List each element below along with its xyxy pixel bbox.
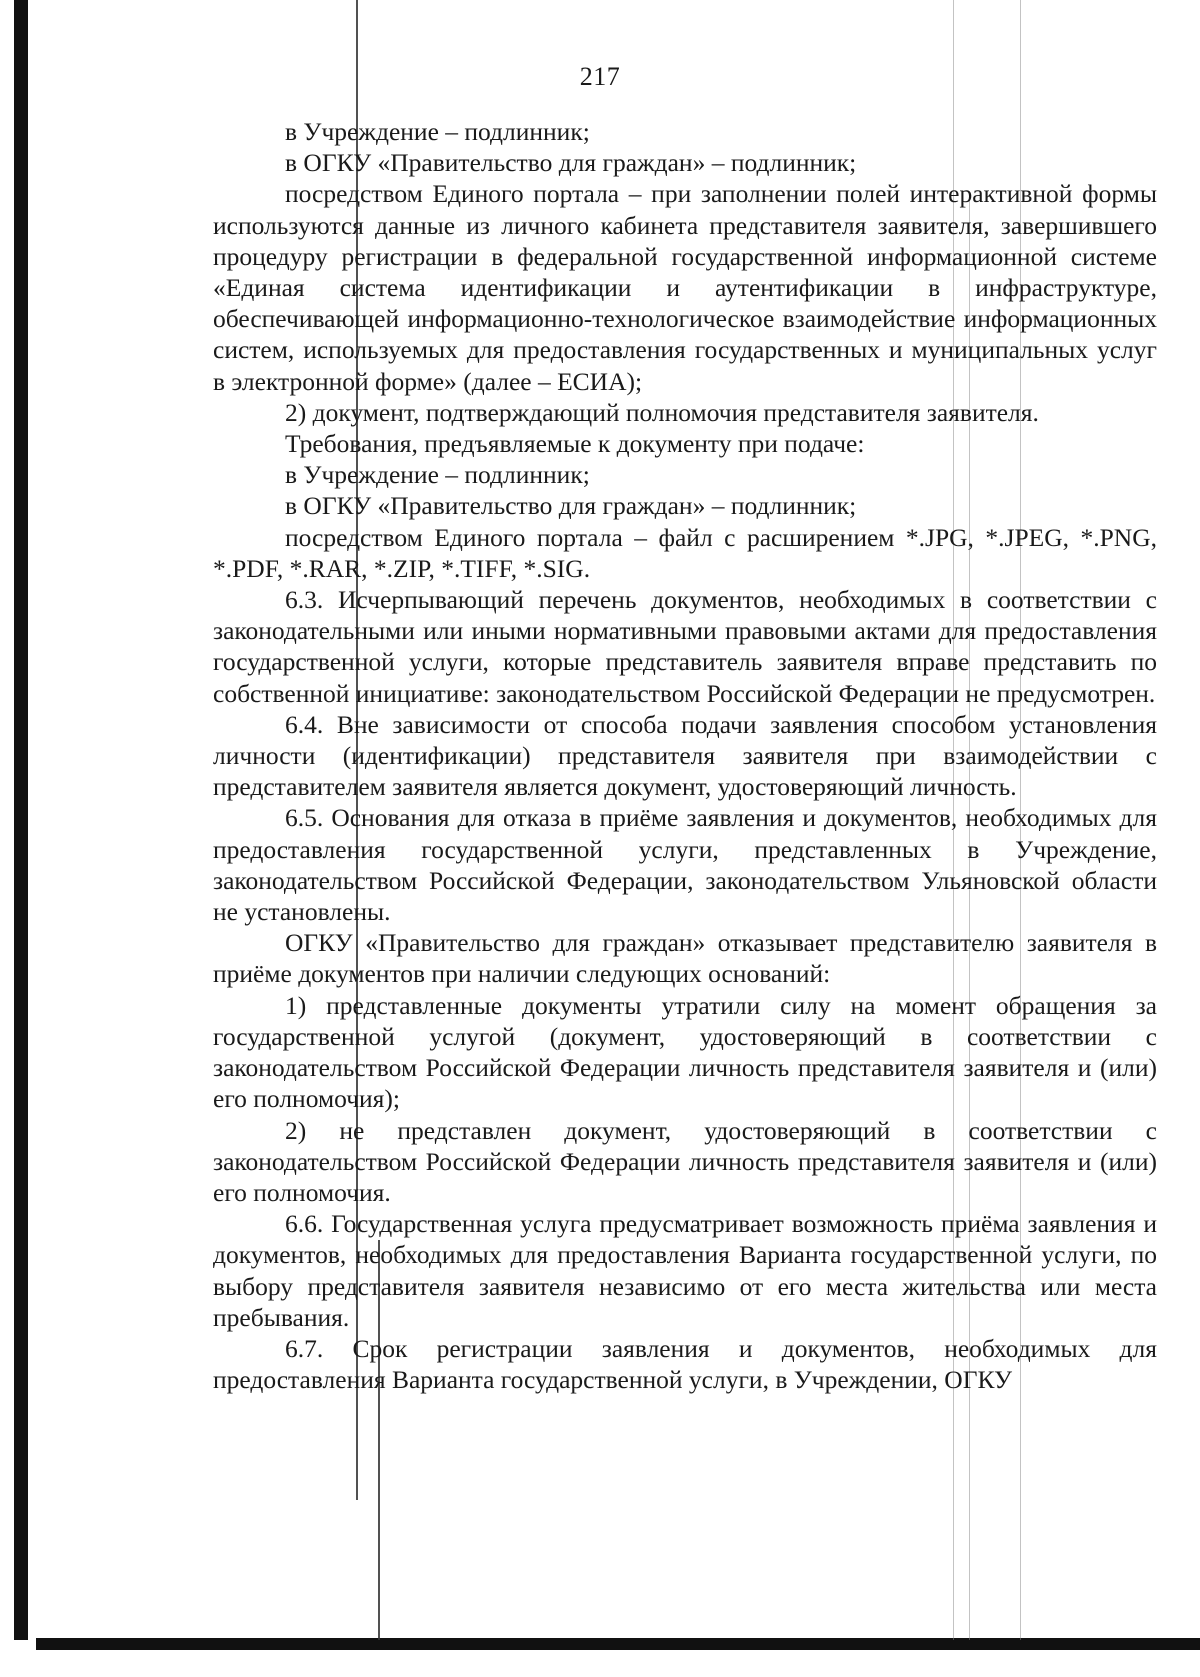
paragraph: 6.4. Вне зависимости от способа подачи заявления способом установления личности (идентификации) представителя заявителя при взаимодействии с представителем заявителя является документ, удостоверяющий личность.	[213, 709, 1157, 802]
paragraph: 1) представленные документы утратили силу на момент обращения за государственной услугой (документ, удостоверяющий в соответствии с законодательством Российской Федерации личность представителя заявителя и (или) его полномочия);	[213, 990, 1157, 1114]
paragraph: Требования, предъявляемые к документу при подаче:	[285, 429, 865, 459]
scan-edge-bottom	[36, 1638, 1200, 1650]
document-body	[213, 116, 1157, 1395]
paragraph: 6.5. Основания для отказа в приёме заявления и документов, необходимых для предоставления государственной услуги, представленных в Учреждение, законодательством Российской Федерации, законодательством Ульяновской области не установлены.	[213, 803, 1157, 927]
scan-edge-left	[14, 0, 28, 1640]
paragraph: 6.3. Исчерпывающий перечень документов, необходимых в соответствии с законодательными или иными нормативными правовыми актами для предоставления государственной услуги, которые представитель заявителя вправе представить по собственной инициативе: законодательством Российской Федерации не предусмотрен.	[213, 585, 1157, 708]
paragraph: 6.7. Срок регистрации заявления и документов, необходимых для предоставления Варианта государственной услуги, в Учреждении, ОГКУ	[213, 1333, 1157, 1395]
paragraph: посредством Единого портала – файл с расширением *.JPG, *.JPEG, *.PNG, *.PDF, *.RAR, *.ZIP, *.TIFF, *.SIG.	[213, 522, 1157, 583]
paragraph: ОГКУ «Правительство для граждан» отказывает представителю заявителя в приёме документов при наличии следующих оснований:	[213, 928, 1157, 989]
paragraph: 2) документ, подтверждающий полномочия представителя заявителя.	[285, 397, 1039, 427]
page-number: 217	[579, 62, 621, 91]
paragraph: 2) не представлен документ, удостоверяющий в соответствии с законодательством Российской Федерации личность представителя заявителя и (или) его полномочия.	[213, 1115, 1157, 1207]
paragraph: в Учреждение – подлинник;	[285, 117, 590, 146]
paragraph: 6.6. Государственная услуга предусматривает возможность приёма заявления и документов, необходимых для предоставления Варианта государственной услуги, по выбору представителя заявителя независимо от его места жительства или места пребывания.	[213, 1209, 1157, 1332]
paragraph: в ОГКУ «Правительство для граждан» – подлинник;	[285, 491, 857, 521]
paragraph: в ОГКУ «Правительство для граждан» – подлинник;	[285, 148, 857, 178]
paragraph: в Учреждение – подлинник;	[285, 460, 590, 490]
paragraph: посредством Единого портала – при заполнении полей интерактивной формы используются данные из личного кабинета представителя заявителя, завершившего процедуру регистрации в федеральной государственной информационной системе «Единая система идентификации и аутентификации в инфраструктуре, обеспечивающей информационно-технологическое взаимодействие информационных систем, используемых для предоставления государственных и муниципальных услуг в электронной форме» (далее – ЕСИА);	[213, 179, 1157, 396]
